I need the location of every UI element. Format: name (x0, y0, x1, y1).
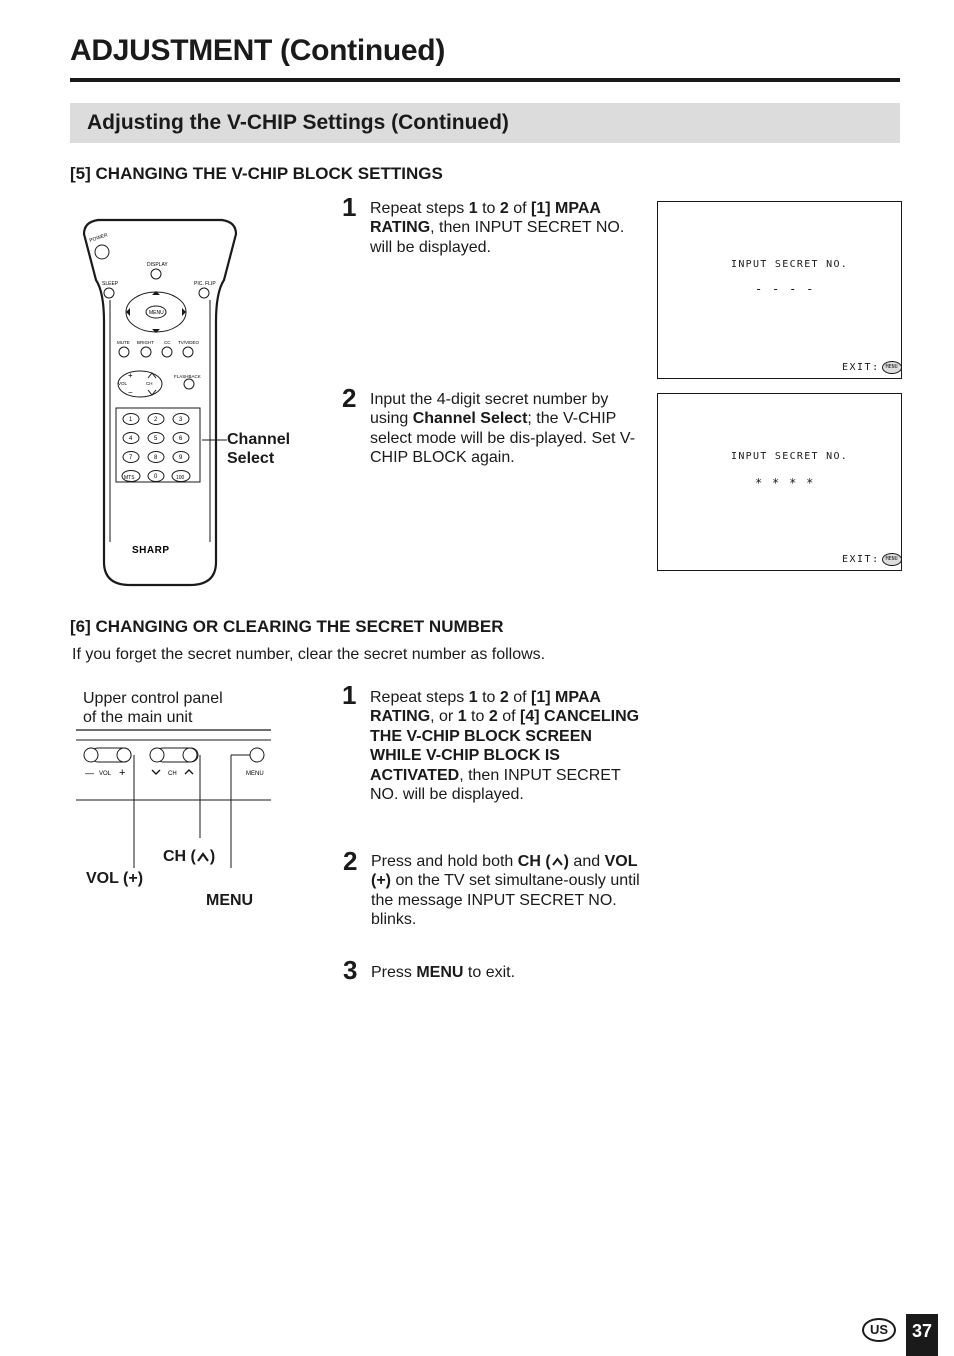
step-text-run: and (568, 853, 605, 870)
remote-control-illustration (70, 212, 250, 592)
osd1-label: INPUT SECRET NO. (731, 259, 849, 270)
keypad-key-label: 9 (179, 455, 183, 461)
step-text-run: Repeat steps (370, 200, 469, 217)
osd2-exit (842, 553, 902, 566)
osd2-menu-icon: MENU (882, 553, 902, 566)
mts-label: MTS (124, 475, 135, 481)
keypad-key-label: 2 (154, 417, 158, 423)
panel-menu-button (250, 748, 264, 762)
block6-step3-number: 3 (343, 955, 358, 985)
menu-label: MENU (149, 310, 164, 316)
step-text-run: Repeat steps (370, 689, 469, 706)
cc-button (162, 347, 172, 357)
brand-logo: SHARP (132, 545, 170, 556)
keypad-key-label: 1 (129, 417, 133, 423)
page-number: 37 (906, 1314, 938, 1356)
ch-callout-text: CH ( (163, 848, 196, 865)
step-text-run: to (466, 708, 489, 726)
osd1-exit (842, 361, 902, 374)
power-label: POWER (88, 232, 109, 244)
osd2-exit-label: EXIT: (842, 554, 880, 565)
display-button (151, 269, 161, 279)
osd1-exit-label: EXIT: (842, 362, 880, 373)
channel-select-line2: Select (227, 450, 275, 467)
step-text-run: to (477, 689, 500, 706)
step-text-run: ) (563, 853, 569, 870)
section-title: Adjusting the V-CHIP Settings (Continued) (87, 111, 509, 134)
keypad-key-label: 0 (154, 474, 158, 480)
panel-vol-label: VOL (99, 771, 112, 777)
hundred-label: 100 (176, 475, 185, 481)
step-text-run: to exit. (463, 964, 516, 981)
osd1-value: - - - - (755, 282, 815, 296)
block6-intro: If you forget the secret number, clear the secret number as follows. (72, 646, 546, 663)
step-text-run: 2 (488, 708, 498, 726)
step-text-run: VOL (+) (371, 853, 638, 890)
vol-minus-glyph: − (128, 388, 133, 397)
sleep-label: SLEEP (102, 281, 119, 287)
block5-step2-text (370, 390, 642, 468)
keypad-key-label: 5 (154, 436, 158, 442)
panel-vol-minus-button (84, 748, 98, 762)
step-text-run: , then INPUT SECRET NO. will be displayed. (370, 219, 625, 256)
keypad-key-label: 6 (179, 436, 183, 442)
flashback-button (184, 379, 194, 389)
step-text-run: of (508, 689, 532, 706)
block6-step2-text (371, 852, 643, 930)
step-text-run: 1 (468, 200, 478, 217)
panel-minus-glyph: — (85, 768, 94, 778)
vol-plus-glyph: + (128, 371, 133, 380)
step-text-run: 1 (457, 708, 467, 726)
block5-title: CHANGING THE V-CHIP BLOCK SETTINGS (95, 164, 443, 183)
osd2-label: INPUT SECRET NO. (731, 451, 849, 462)
step-text-run: Input the 4-digit secret number by using (370, 391, 609, 428)
keypad-key-label: 8 (154, 455, 158, 461)
step-text-run: Press (371, 964, 417, 981)
panel-caption-line2: of the main unit (83, 709, 193, 726)
picflip-label: PIC. FLIP (194, 281, 216, 287)
block5-heading (70, 164, 443, 184)
vol-plus-callout: VOL (+) (86, 870, 144, 887)
panel-ch-up-button (183, 748, 197, 762)
block6-heading (70, 617, 504, 637)
page-title: ADJUSTMENT (Continued) (70, 34, 446, 67)
keypad-key-label: 7 (129, 455, 133, 461)
tvvideo-button (183, 347, 193, 357)
step-text-run: , then INPUT SECRET NO. will be displayed. (370, 766, 621, 804)
bright-button (141, 347, 151, 357)
title-divider (70, 78, 900, 82)
step-text-run: of (497, 708, 520, 726)
step-text-run: [1] MPAA RATING (370, 200, 601, 237)
chevron-up-icon (196, 851, 210, 863)
keypad-key-label: 3 (179, 417, 183, 423)
chevron-up-icon (551, 856, 564, 867)
flashback-label: FLASHBACK (174, 374, 201, 379)
step-text-run: of (508, 200, 532, 217)
ch-up-callout (163, 847, 215, 866)
region-badge: US (862, 1318, 896, 1342)
block6-step2-number: 2 (343, 846, 358, 876)
block5-step2-number: 2 (342, 383, 357, 413)
block6-title: CHANGING OR CLEARING THE SECRET NUMBER (95, 617, 504, 636)
panel-ch-down-icon (152, 770, 160, 774)
panel-menu-label: MENU (246, 771, 264, 777)
picflip-button (199, 288, 209, 298)
mute-button (119, 347, 129, 357)
panel-vol-plus-button (117, 748, 131, 762)
panel-caption-line1: Upper control panel (83, 690, 223, 707)
block5-number: [5] (70, 164, 91, 183)
tvvideo-label: TV/VIDEO (178, 340, 200, 345)
bright-label: BRIGHT (137, 340, 155, 345)
panel-ch-up-icon (185, 770, 193, 774)
panel-ch-down-button (150, 748, 164, 762)
panel-caption (83, 689, 223, 727)
ch-callout-close: ) (209, 848, 216, 865)
cc-label: CC (164, 340, 171, 345)
sleep-button (104, 288, 114, 298)
osd1-menu-icon: MENU (882, 361, 902, 374)
block5-step1-text (370, 199, 642, 257)
block6-step1-text (370, 688, 642, 804)
step-text-run: CH ( (517, 853, 551, 870)
channel-select-line1: Channel (227, 431, 291, 448)
step-text-run: Channel Select (412, 410, 528, 428)
step-text-run: to (477, 200, 500, 217)
panel-ch-label: CH (168, 771, 177, 777)
remote-ch-label: CH (146, 381, 153, 386)
step-text-run: , or (430, 708, 458, 726)
menu-callout: MENU (206, 892, 254, 909)
step-text-run: 2 (499, 200, 509, 217)
step-text-run: on the TV set simultane-ously until the message INPUT SECRET NO. blinks. (371, 872, 640, 929)
step-text-run: 1 (468, 689, 478, 706)
osd-screen-1 (657, 201, 902, 379)
block6-number: [6] (70, 617, 91, 636)
step-text-run: 2 (499, 689, 509, 706)
osd-screen-2 (657, 393, 902, 571)
step-text-run: [4] CANCELING THE V-CHIP BLOCK SCREEN WHILE V-CHIP BLOCK IS ACTIVATED (370, 708, 640, 784)
step-text-run: [1] MPAA RATING (370, 689, 601, 726)
osd2-value: * * * * (755, 476, 815, 490)
channel-select-callout (227, 430, 290, 468)
block6-step1-number: 1 (342, 680, 357, 710)
power-button (95, 245, 109, 259)
block5-step1-number: 1 (342, 192, 357, 222)
block6-step3-text (371, 963, 643, 982)
step-text-run: MENU (416, 964, 464, 981)
step-text-run: Press and hold both (371, 853, 518, 870)
display-label: DISPLAY (147, 262, 168, 268)
step-text-run: ; the V-CHIP select mode will be dis-played. Set V-CHIP BLOCK again. (370, 410, 636, 467)
keypad-key-label: 4 (129, 436, 133, 442)
panel-plus-glyph: + (119, 767, 126, 779)
remote-vol-label: VOL (118, 381, 128, 386)
mute-label: MUTE (117, 340, 130, 345)
